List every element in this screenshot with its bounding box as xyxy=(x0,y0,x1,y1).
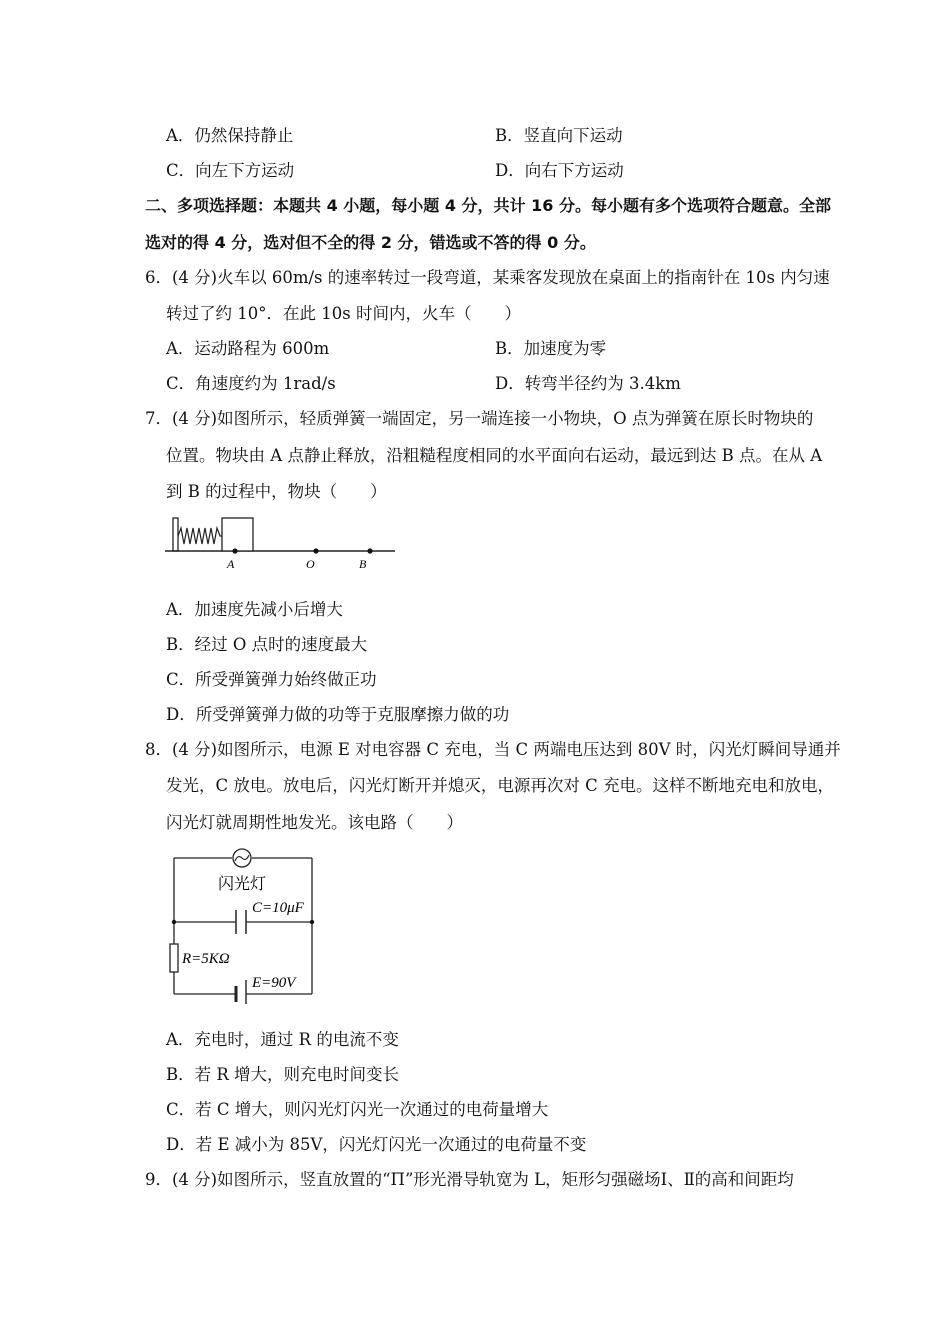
q5-option-a: A．仍然保持静止 xyxy=(166,126,294,145)
section2-heading-line1: 二、多项选择题：本题共 4 小题，每小题 4 分，共计 16 分。每小题有多个选项符合题意。全部 xyxy=(145,196,831,215)
label-a: A xyxy=(227,557,235,571)
q5-option-b: B．竖直向下运动 xyxy=(495,126,623,145)
capacitor-icon xyxy=(236,910,246,934)
q7-option-a: A．加速度先减小后增大 xyxy=(166,600,343,619)
spring-icon xyxy=(178,528,222,544)
q7-stem-line2: 位置。物块由 A 点静止释放，沿粗糙程度相同的水平面向右运动，最远到达 B 点。在从 A xyxy=(166,446,823,465)
q5-option-c: C．向左下方运动 xyxy=(166,161,295,180)
resistor-label: R=5KΩ xyxy=(182,951,230,967)
point-b xyxy=(367,548,372,553)
lamp-label: 闪光灯 xyxy=(218,876,267,893)
source-label: E=90V xyxy=(252,975,296,991)
q8-stem-line1: 8．(4 分)如图所示，电源 E 对电容器 C 充电，当 C 两端电压达到 80V 时，闪光灯瞬间导通并 xyxy=(145,740,841,759)
q8-option-d: D．若 E 减小为 85V，闪光灯闪光一次通过的电荷量不变 xyxy=(166,1135,587,1154)
section2-heading-line2: 选对的得 4 分，选对但不全的得 2 分，错选或不答的得 0 分。 xyxy=(145,233,596,252)
block xyxy=(222,518,253,551)
label-b: B xyxy=(359,557,367,571)
q8-stem-line2: 发光，C 放电。放电后，闪光灯断开并熄灭，电源再次对 C 充电。这样不断地充电和放电， xyxy=(166,776,834,795)
q6-stem-line1: 6．(4 分)火车以 60m/s 的速率转过一段弯道，某乘客发现放在桌面上的指南针在 10s 内匀速 xyxy=(145,268,830,287)
q6-option-b: B．加速度为零 xyxy=(495,339,607,358)
point-o xyxy=(313,548,318,553)
junction-left xyxy=(172,920,176,924)
q8-option-c: C．若 C 增大，则闪光灯闪光一次通过的电荷量增大 xyxy=(166,1100,549,1119)
q6-stem-line2: 转过了约 10°．在此 10s 时间内，火车（ ） xyxy=(166,304,521,323)
q6-option-c: C．角速度约为 1rad/s xyxy=(166,374,336,393)
capacitor-label: C=10μF xyxy=(252,900,304,916)
q8-stem-line3: 闪光灯就周期性地发光。该电路（ ） xyxy=(166,813,463,832)
point-a xyxy=(232,548,237,553)
q7-stem-line1: 7．(4 分)如图所示，轻质弹簧一端固定，另一端连接一小物块，O 点为弹簧在原长时物块的 xyxy=(145,409,814,428)
resistor-icon xyxy=(170,944,178,972)
wall-icon xyxy=(173,518,178,551)
q8-option-b: B．若 R 增大，则充电时间变长 xyxy=(166,1065,400,1084)
q7-option-d: D．所受弹簧弹力做的功等于克服摩擦力做的功 xyxy=(166,705,510,724)
q6-option-a: A．运动路程为 600m xyxy=(166,339,330,358)
q7-stem-line3: 到 B 的过程中，物块（ ） xyxy=(166,482,387,501)
q7-option-b: B．经过 O 点时的速度最大 xyxy=(166,635,368,654)
q8-option-a: A．充电时，通过 R 的电流不变 xyxy=(166,1030,399,1049)
q7-spring-figure xyxy=(160,508,400,574)
battery-icon xyxy=(236,980,246,1004)
q9-stem-line1: 9．(4 分)如图所示，竖直放置的“Π”形光滑导轨宽为 L，矩形匀强磁场Ⅰ、Ⅱ的高和间距均 xyxy=(145,1170,794,1189)
q7-option-c: C．所受弹簧弹力始终做正功 xyxy=(166,670,377,689)
label-o: O xyxy=(306,557,315,571)
q5-option-d: D．向右下方运动 xyxy=(495,161,624,180)
q8-circuit-figure xyxy=(162,844,322,1004)
flash-lamp-icon xyxy=(233,849,251,867)
q6-option-d: D．转弯半径约为 3.4km xyxy=(495,374,681,393)
junction-right xyxy=(310,920,314,924)
